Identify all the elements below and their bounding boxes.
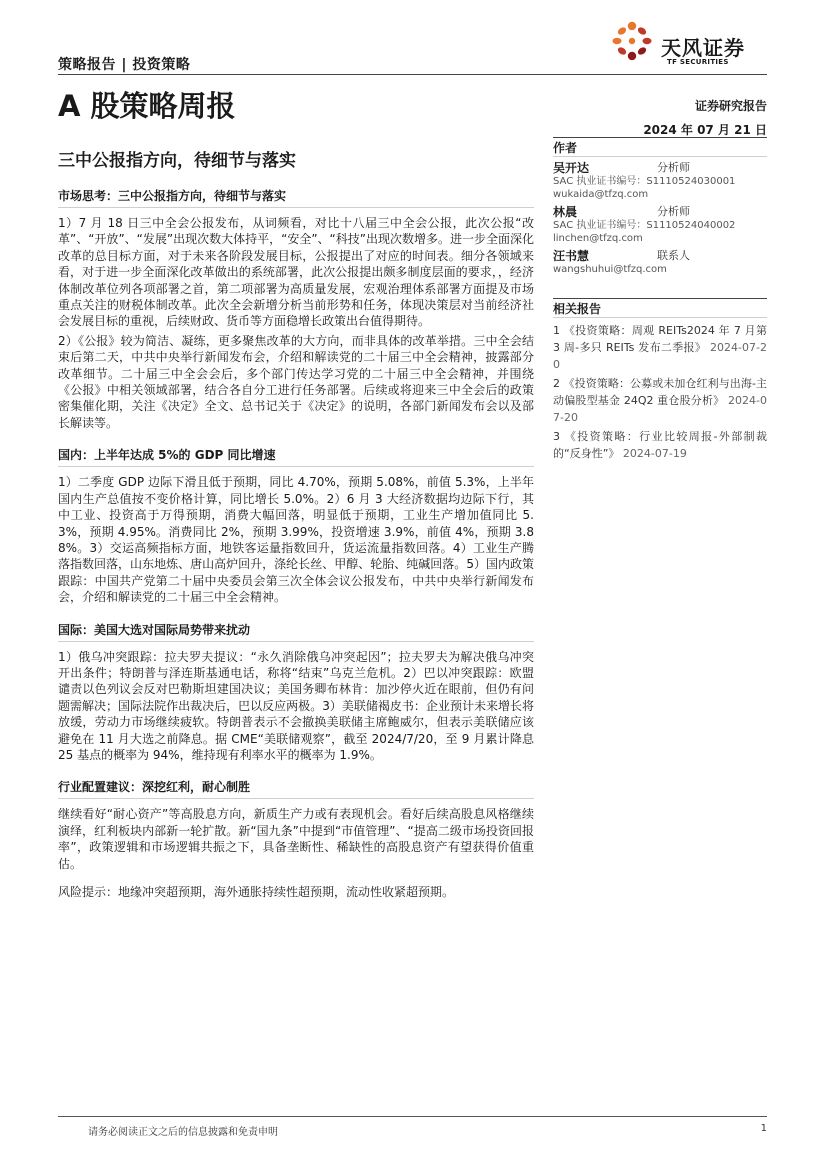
related-report-link[interactable] — [553, 322, 767, 373]
related-report-title: 3 《投资策略：行业比较周报-外部制裁的“反身性”》 — [553, 430, 767, 460]
related-report-title: 2 《投资策略：公募或未加仓红利与出海-主动偏股型基金 24Q2 重仓股分析》 — [553, 377, 767, 407]
company-logo — [609, 18, 769, 70]
author-name: 林晨 — [553, 205, 578, 219]
footer-divider — [58, 1116, 767, 1117]
related-report-date: 2024-07-19 — [622, 447, 687, 460]
section-industry-allocation — [58, 775, 534, 900]
section-paragraph: 1）二季度 GDP 边际下滑且低于预期，同比 4.70%，预期 5.08%，前值 5.3%，上半年国内生产总值按不变价格计算，同比增长 5.0%。2）6 月 3 大经济数据均边际下行，其中工业、投资高于万得预期，消费大幅回落，明显低于预期，工业生产增加值同比 5.3%，预期 4.95%。消费同比 2%，预期 3.99%，投资增速 3.9%，前值 4%，预期 3.88%。3）交运高频指标方面，地铁客运量指数回升，货运流量指数回落。4）工业生产腾落指数回落，山东地炼、唐山高炉回升，涤纶长丝、甲醇、轮胎、纯碱回落。5）国内政策跟踪：中国共产党第二十届中央委员会第三次全体会议公报发布，中共中央举行新闻发布会，介绍和解读党的二十届三中全会精神。 — [58, 475, 534, 605]
author-role: 分析师 — [657, 161, 690, 174]
report-date: 2024 年 07 月 21 日 — [643, 123, 767, 137]
related-heading: 相关报告 — [553, 298, 767, 318]
author-email-link[interactable]: linchen@tfzq.com — [553, 233, 643, 244]
related-reports — [553, 298, 767, 462]
related-report-title: 1 《投资策略：周观 REITs2024 年 7 月第 3 周-多只 REITs 发布二季报》 — [553, 324, 767, 354]
page-number: 1 — [760, 1123, 767, 1134]
section-domestic — [58, 443, 534, 605]
sidebar — [553, 137, 767, 464]
author-role: 联系人 — [657, 249, 690, 262]
authors-heading: 作者 — [553, 137, 767, 157]
author-name: 吴开达 — [553, 161, 590, 175]
author-name: 汪书慧 — [553, 249, 590, 263]
author-email-link[interactable]: wangshuhui@tfzq.com — [553, 264, 667, 275]
section-heading: 国内：上半年达成 5%的 GDP 同比增速 — [58, 443, 534, 467]
header-divider — [58, 74, 767, 75]
footer-disclaimer: 请务必阅读正文之后的信息披露和免责申明 — [88, 1127, 278, 1138]
section-heading: 国际：美国大选对国际局势带来扰动 — [58, 618, 534, 642]
logo-flower-icon — [609, 18, 655, 64]
logo-text-en: TF SECURITIES — [667, 58, 729, 66]
section-heading: 市场思考：三中公报指方向，待细节与落实 — [58, 184, 534, 208]
author-cert: SAC 执业证书编号：S1110524040002 — [553, 220, 736, 231]
page-subtitle: 三中公报指方向，待细节与落实 — [58, 151, 296, 171]
author-role: 分析师 — [657, 205, 690, 218]
section-market-thinking — [58, 184, 534, 431]
author-card — [553, 205, 767, 245]
section-paragraph: 继续看好“耐心资产”等高股息方向，新质生产力或有表现机会。看好后续高股息风格继续演绎，红利板块内部新一轮扩散。新“国九条”中提到“市值管理”、“提高二级市场投资回报率”，政策逻辑和市场逻辑共振之下，具备垄断性、稀缺性的高股息资产有望获得价值重估。 — [58, 807, 534, 871]
section-paragraph: 1）俄乌冲突跟踪：拉夫罗夫提议：“永久消除俄乌冲突起因”；拉夫罗夫为解决俄乌冲突开出条件；特朗普与泽连斯基通电话，称将“结束”乌克兰危机。2）巴以冲突跟踪：欧盟谴责以色列议会反对巴勒斯坦建国决议；美国务卿布林肯：加沙停火近在眼前，但仍有问题需解决；国际法院作出裁决后，巴以反应两极。3）美联储褐皮书：企业预计未来增长将放缓，劳动力市场继续疲软。特朗普表示不会撤换美联储主席鲍威尔，但表示美联储应该避免在 11 月大选之前降息。据 CME“美联储观察”，截至 2024/7/20，至 9 月累计降息 25 基点的概率为 94%，维持现有利率水平的概率为 1.9%。 — [58, 649, 534, 762]
logo-text-cn: 天风证券 — [661, 36, 745, 60]
author-cert: SAC 执业证书编号：S1110524030001 — [553, 176, 736, 187]
author-card — [553, 161, 767, 201]
page-title: A 股策略周报 — [58, 89, 236, 123]
section-paragraph: 1）7 月 18 日三中全会公报发布，从词频看，对比十八届三中全会公报，此次公报“改革”、“开放”、“发展”出现次数大体持平，“安全”、“科技”出现次数增多。进一步全面深化改革的总目标方面，对于未来各阶段发展目标，公报提出了对应的时间表。细分各领域来看，对于进一步全面深化改革做出的系统部署，此次公报提出颇多制度层面的要求，，经济体制改革位列各项部署之首，第二项部署为高质量发展，宏观治理体系部署方面提及市场重点关注的财税体制改革。此次全会新增分析当前形势和任务，体现决策层对当前经济社会发展目标的重视，后续财政、货币等方面稳增长政策出台值得期待。 — [58, 216, 534, 329]
risk-warning: 风险提示：地缘冲突超预期，海外通胀持续性超预期，流动性收紧超预期。 — [58, 885, 455, 899]
section-paragraph: 2）《公报》较为简洁、凝练，更多聚焦改革的大方向，而非具体的改革举措。三中全会结束后第二天，中共中央举行新闻发布会，介绍和解读党的二十届三中全会精神，披露部分改革细节。二十届三中全会会后，多个部门传达学习党的二十届三中全会精神，并围绕《公报》中相关领域部署，结合各自分工进行任务部署。后续或将迎来三中全会后的政策密集催化期，关注《决定》全文、总书记关于《决定》的说明，各部门新闻发布会以及部长解读等。 — [58, 333, 534, 430]
related-report-link[interactable] — [553, 375, 767, 426]
document-category: 策略报告 | 投资策略 — [58, 57, 191, 73]
main-content — [58, 184, 534, 912]
section-heading: 行业配置建议：深挖红利，耐心制胜 — [58, 775, 534, 799]
author-card — [553, 249, 767, 276]
report-type-label: 证券研究报告 — [694, 99, 767, 113]
author-email-link[interactable]: wukaida@tfzq.com — [553, 189, 649, 200]
related-report-date: 2024-07-20 — [553, 341, 767, 371]
section-international — [58, 618, 534, 764]
related-report-link[interactable] — [553, 428, 767, 462]
related-report-date: 2024-07-20 — [553, 394, 768, 424]
